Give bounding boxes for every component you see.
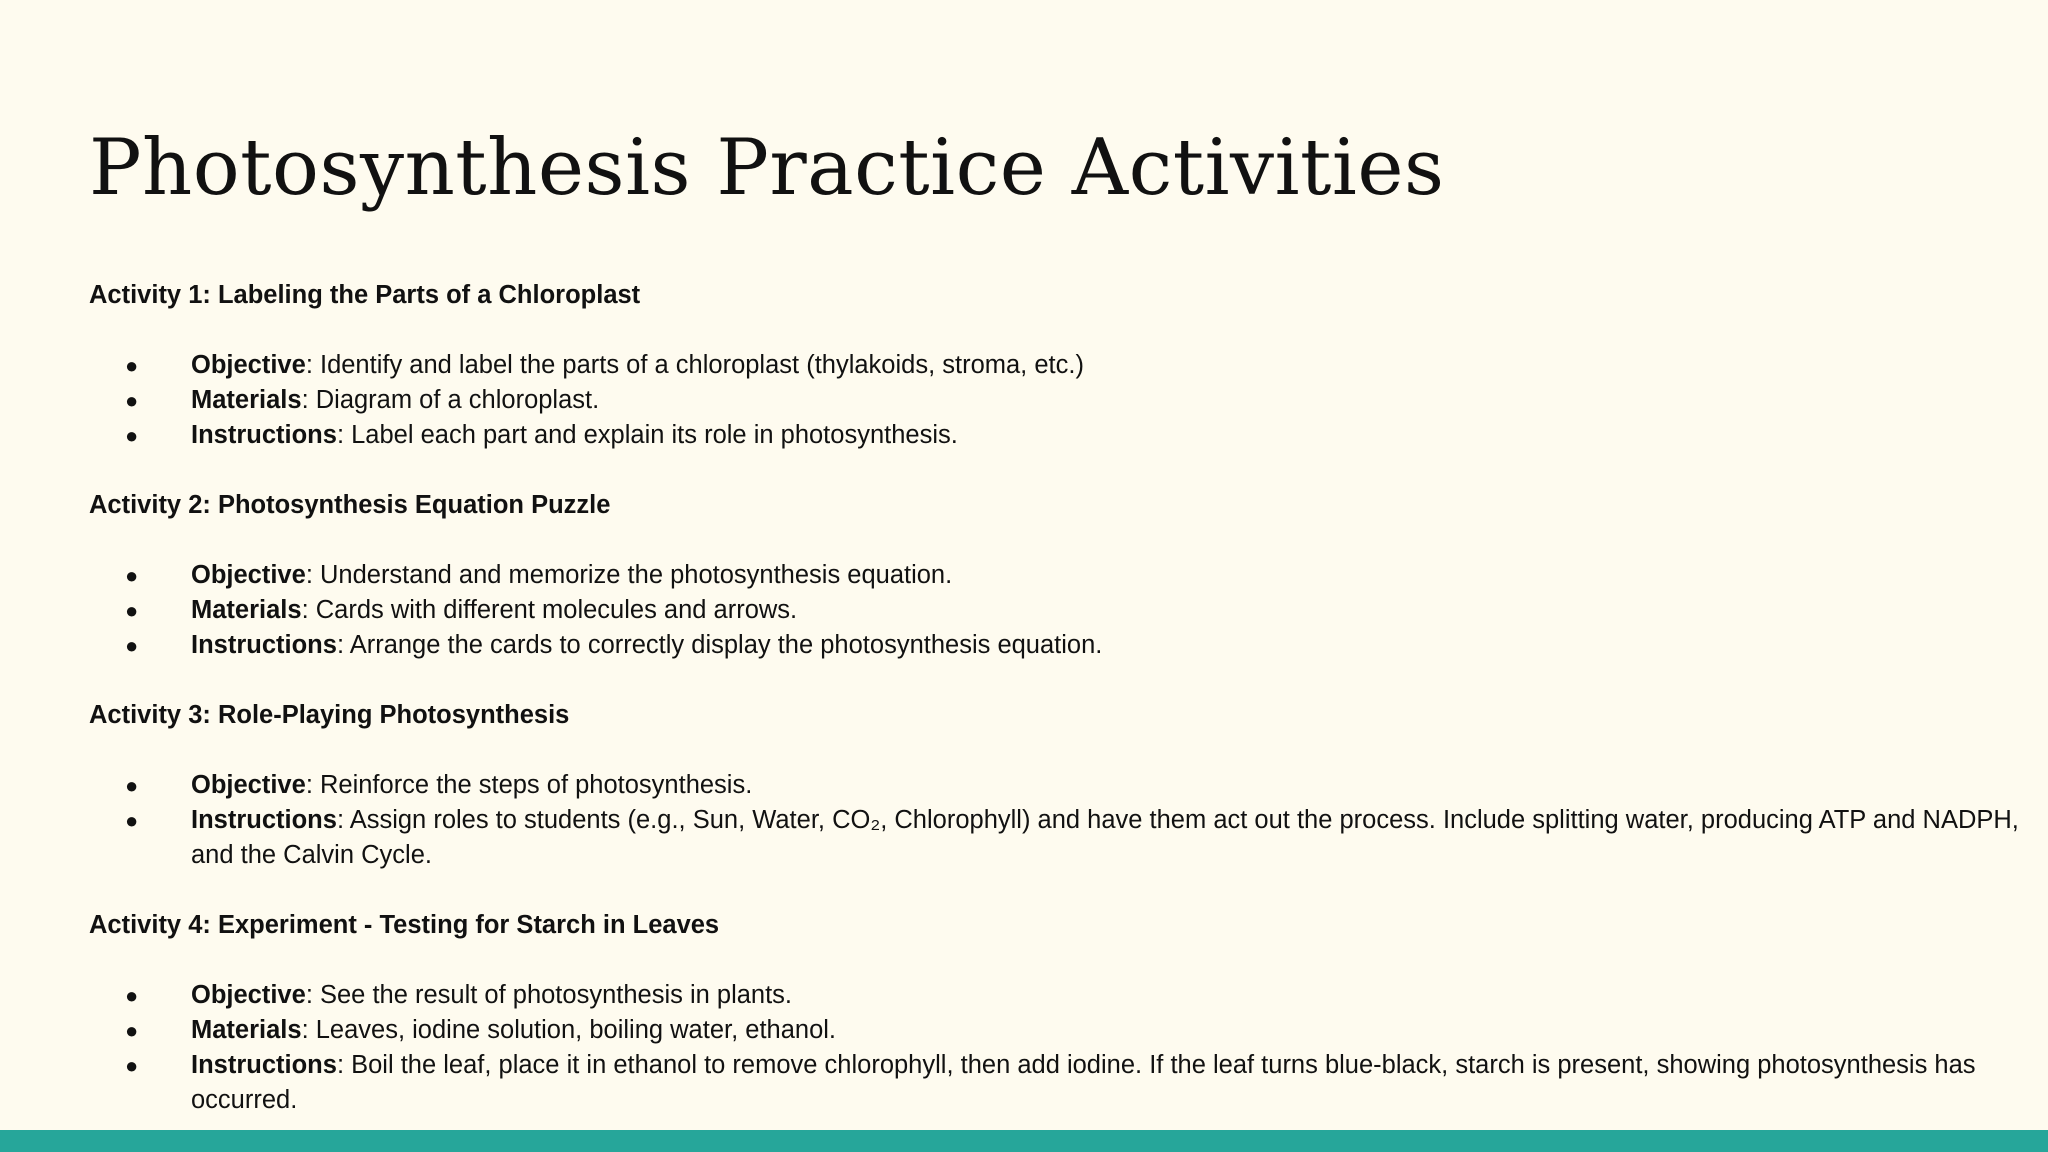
activity-section bbox=[89, 908, 1989, 1118]
activity-section bbox=[89, 698, 2019, 873]
item-label: Materials bbox=[191, 386, 302, 414]
list-item bbox=[89, 593, 2031, 628]
item-text: : Label each part and explain its role in photosynthesis. bbox=[336, 421, 958, 449]
item-text: : Boil the leaf, place it in ethanol to remove chlorophyll, then add iodine. If the leaf turns blue-black, starch is present, showing photosynthesis has occurred. bbox=[191, 1051, 1976, 1114]
list-item bbox=[89, 558, 2031, 593]
bullet-icon: ● bbox=[125, 563, 139, 588]
item-text: : Identify and label the parts of a chloroplast (thylakoids, stroma, etc.) bbox=[305, 351, 1084, 379]
bullet-icon: ● bbox=[125, 1053, 139, 1078]
item-text: : Reinforce the steps of photosynthesis. bbox=[305, 771, 753, 799]
list-item bbox=[89, 978, 2031, 1013]
footer-accent-bar bbox=[0, 1130, 2048, 1152]
bullet-icon: ● bbox=[125, 773, 139, 798]
bullet-icon: ● bbox=[125, 808, 139, 833]
list-item bbox=[89, 803, 2031, 873]
activity-list bbox=[89, 558, 1989, 663]
item-label: Instructions bbox=[191, 806, 337, 834]
list-item bbox=[89, 383, 2031, 418]
bullet-icon: ● bbox=[125, 598, 139, 623]
slide-title: Photosynthesis Practice Activities bbox=[89, 123, 1445, 213]
bullet-icon: ● bbox=[125, 388, 139, 413]
item-text: : Cards with different molecules and arrows. bbox=[301, 596, 798, 624]
item-label: Instructions bbox=[191, 421, 337, 449]
slide-content bbox=[89, 278, 2019, 1118]
bullet-icon: ● bbox=[125, 633, 139, 658]
item-label: Instructions bbox=[191, 631, 337, 659]
list-item bbox=[89, 418, 2031, 453]
item-label: Objective bbox=[191, 771, 306, 799]
bullet-icon: ● bbox=[125, 983, 139, 1008]
activity-heading: Activity 3: Role-Playing Photosynthesis bbox=[89, 701, 570, 729]
activity-list bbox=[89, 768, 2019, 873]
list-item bbox=[89, 1013, 2031, 1048]
item-label: Objective bbox=[191, 351, 306, 379]
list-item bbox=[89, 768, 2031, 803]
bullet-icon: ● bbox=[125, 353, 139, 378]
item-label: Objective bbox=[191, 561, 306, 589]
item-label: Instructions bbox=[191, 1051, 337, 1079]
item-text: : Arrange the cards to correctly display the photosynthesis equation. bbox=[336, 631, 1103, 659]
activity-heading: Activity 4: Experiment - Testing for Starch in Leaves bbox=[89, 911, 720, 939]
item-label: Objective bbox=[191, 981, 306, 1009]
item-text: : Assign roles to students (e.g., Sun, Water, CO₂, Chlorophyll) and have them act out the process. Include splitting water, producing ATP and NADPH, and the Calvin Cycle. bbox=[191, 806, 2019, 869]
bullet-icon: ● bbox=[125, 1018, 139, 1043]
bullet-icon: ● bbox=[125, 423, 139, 448]
activity-list bbox=[89, 978, 1989, 1118]
list-item bbox=[89, 628, 2031, 663]
item-text: : See the result of photosynthesis in plants. bbox=[305, 981, 793, 1009]
activity-section bbox=[89, 488, 1989, 663]
item-text: : Diagram of a chloroplast. bbox=[301, 386, 600, 414]
item-text: : Leaves, iodine solution, boiling water, ethanol. bbox=[301, 1016, 837, 1044]
list-item bbox=[89, 1048, 2031, 1118]
list-item bbox=[89, 348, 2031, 383]
activity-list bbox=[89, 348, 1989, 453]
item-label: Materials bbox=[191, 596, 302, 624]
item-text: : Understand and memorize the photosynthesis equation. bbox=[305, 561, 953, 589]
activity-heading: Activity 1: Labeling the Parts of a Chloroplast bbox=[89, 281, 641, 309]
activity-section bbox=[89, 278, 1989, 453]
activity-heading: Activity 2: Photosynthesis Equation Puzzle bbox=[89, 491, 611, 519]
item-label: Materials bbox=[191, 1016, 302, 1044]
